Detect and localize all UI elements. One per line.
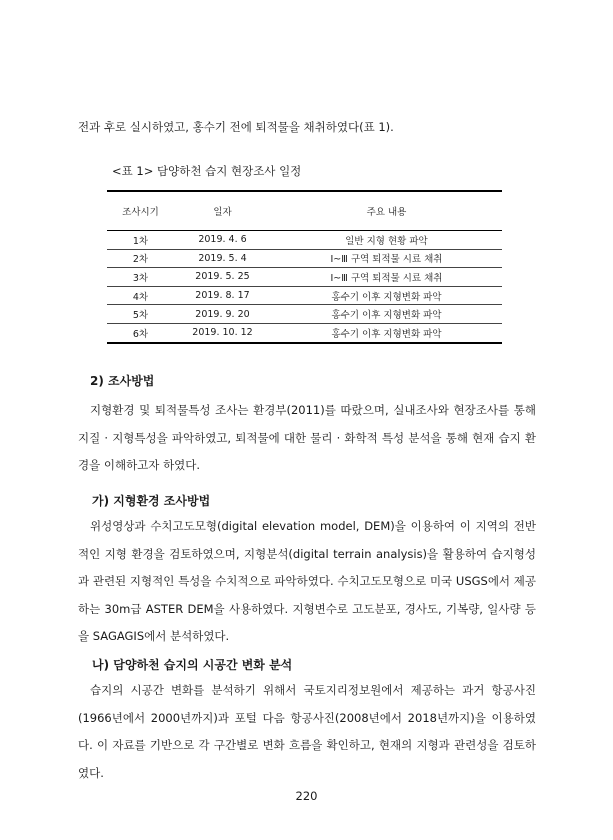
- row-period: 3차: [107, 268, 174, 287]
- table-header-row: [107, 191, 502, 231]
- section-heading: 2) 조사방법: [90, 374, 155, 388]
- header-date: 일자: [174, 191, 271, 231]
- table-row: [107, 323, 502, 342]
- table-row: [107, 286, 502, 305]
- row-date: 2019. 8. 17: [174, 286, 271, 305]
- row-content: Ⅰ~Ⅲ 구역 퇴적물 시료 채취: [271, 268, 502, 287]
- table-row: [107, 231, 502, 250]
- row-content: Ⅰ~Ⅲ 구역 퇴적물 시료 채취: [271, 249, 502, 268]
- subsection-heading: 나) 담양하천 습지의 시공간 변화 분석: [92, 658, 293, 672]
- row-content: 홍수기 이후 지형변화 파악: [271, 286, 502, 305]
- row-period: 5차: [107, 305, 174, 324]
- subsection-paragraph: 위성영상과 수치고도모형(digital elevation model, DEM)을 이용하여 이 지역의 전반적인 지형 환경을 검토하였으며, 지형분석(digital terrain analysis)을 활용하여 습지형성과 관련된 지형적인 특성을 수치적으로 파악하였다. 수치고도모형으로 미국 USGS에서 제공하는 30m급 ASTER DEM을 사용하였다. 지형변수로 고도분포, 경사도, 기복량, 일사량 등을 SAGAGIS에서 분석하였다.: [78, 519, 536, 643]
- row-date: 2019. 4. 6: [174, 231, 271, 250]
- table-caption: <표 1> 담양하천 습지 현장조사 일정: [112, 164, 302, 178]
- table-row: [107, 268, 502, 287]
- table-row: [107, 305, 502, 324]
- intro-line: 전과 후로 실시하였고, 홍수기 전에 퇴적물을 채취하였다(표 1).: [78, 120, 394, 134]
- row-date: 2019. 5. 4: [174, 249, 271, 268]
- subsection-heading: 가) 지형환경 조사방법: [92, 494, 211, 508]
- row-date: 2019. 10. 12: [174, 323, 271, 342]
- header-period: 조사시기: [107, 191, 174, 231]
- row-period: 4차: [107, 286, 174, 305]
- page-number: 220: [295, 789, 318, 803]
- schedule-table: [107, 190, 502, 344]
- row-content: 홍수기 이후 지형변화 파악: [271, 323, 502, 342]
- table-row: [107, 249, 502, 268]
- row-period: 2차: [107, 249, 174, 268]
- row-content: 일반 지형 현황 파악: [271, 231, 502, 250]
- subsection-paragraph: 습지의 시공간 변화를 분석하기 위해서 국토지리정보원에서 제공하는 과거 항공사진(1966년에서 2000년까지)과 포털 다음 항공사진(2008년에서 2018년까지)을 이용하였다. 이 자료를 기반으로 각 구간별로 변화 흐름을 확인하고, 현재의 지형과 관련성을 검토하였다.: [78, 683, 536, 780]
- header-content: 주요 내용: [271, 191, 502, 231]
- section-paragraph: 지형환경 및 퇴적물특성 조사는 환경부(2011)를 따랐으며, 실내조사와 현장조사를 통해 지질 · 지형특성을 파악하였고, 퇴적물에 대한 물리 · 화학적 특성 분석을 통해 현재 습지 환경을 이해하고자 하였다.: [78, 403, 536, 472]
- row-content: 홍수기 이후 지형변화 파악: [271, 305, 502, 324]
- row-date: 2019. 9. 20: [174, 305, 271, 324]
- row-date: 2019. 5. 25: [174, 268, 271, 287]
- row-period: 6차: [107, 323, 174, 342]
- row-period: 1차: [107, 231, 174, 250]
